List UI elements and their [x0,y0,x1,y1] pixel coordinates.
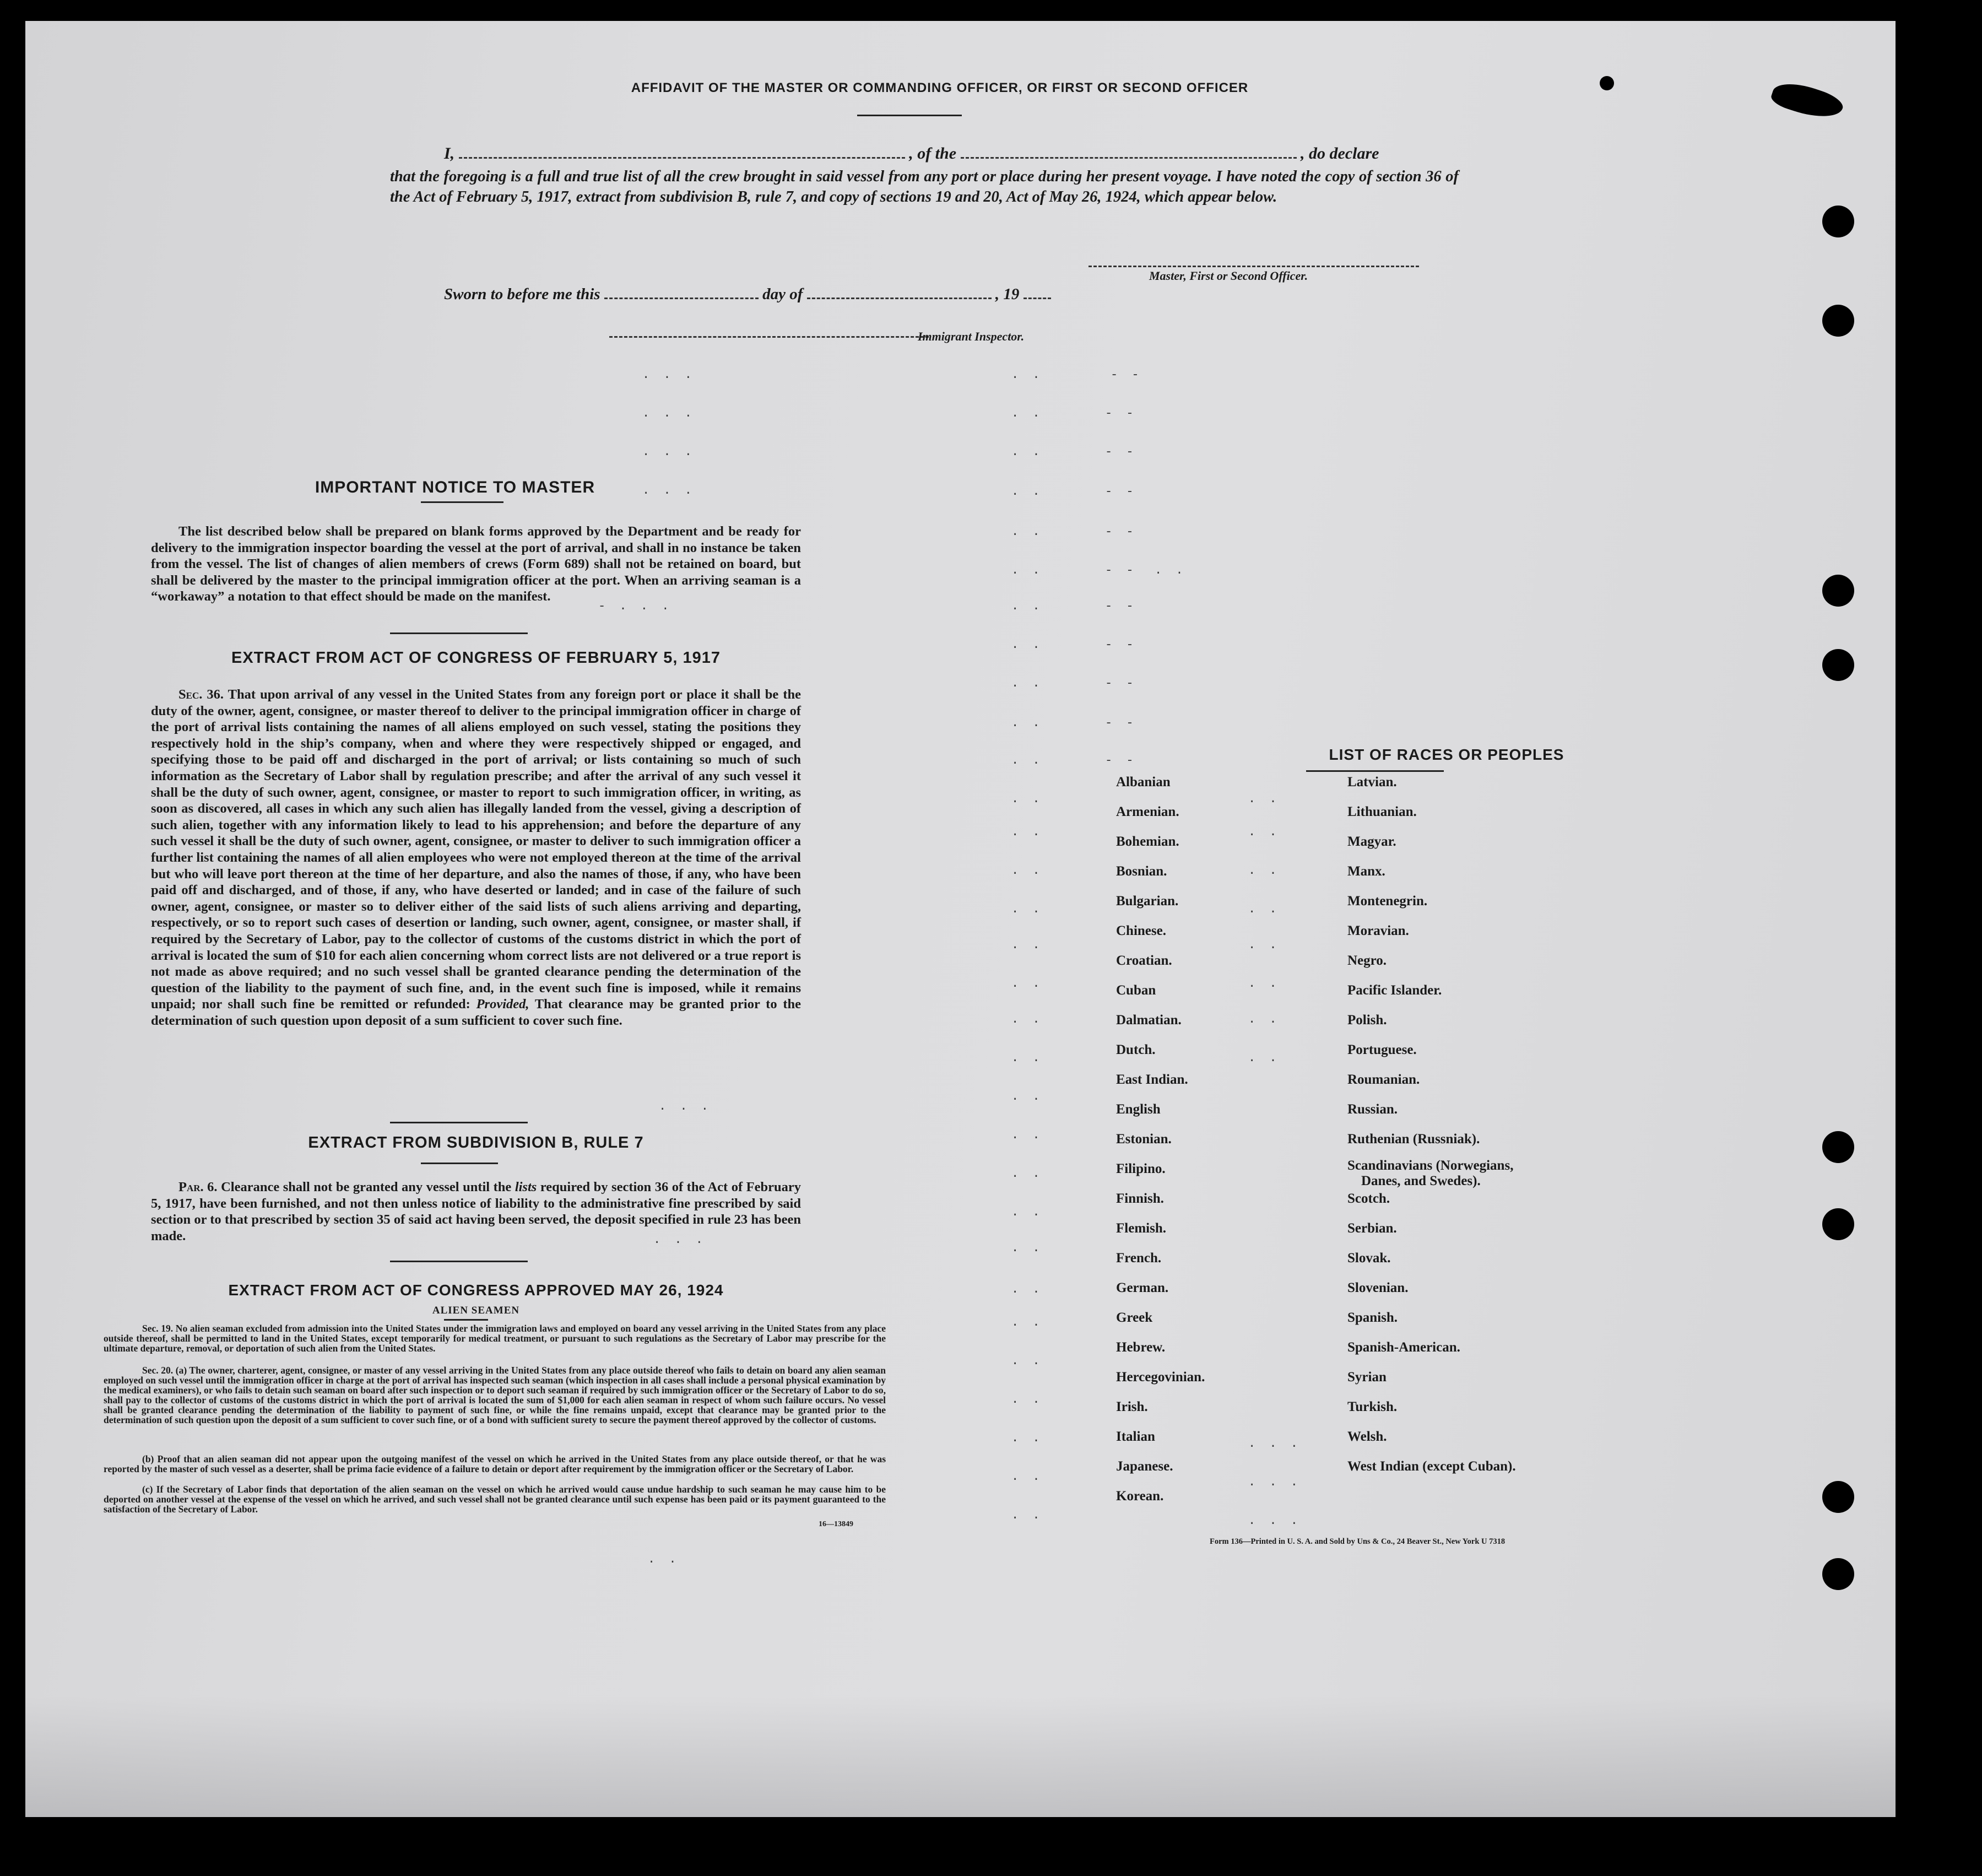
scan-mark: . . [1011,1431,1043,1445]
par-6-label: Par. 6. [178,1180,218,1194]
scan-mark: . . [1011,1283,1043,1296]
race-left-item: Estonian. [1116,1132,1172,1147]
i-label: I, [444,144,455,163]
scan-mark: - - [1105,407,1137,420]
scan-mark: . . [1248,902,1280,916]
race-right-item: Latvian. [1347,775,1397,790]
scan-mark: . . [1248,864,1280,878]
race-left-item: Cuban [1116,983,1156,998]
scan-mark: . . [1011,864,1043,878]
scan-mark: . . [1011,1013,1043,1026]
race-left-item: Irish. [1116,1399,1148,1414]
scan-mark: . . [1011,716,1043,730]
race-right-item: Danes, and Swedes). [1361,1174,1481,1188]
master-caption: Master, First or Second Officer. [1149,269,1308,283]
scan-mark: . . [1011,1128,1043,1142]
race-right-item: West Indian (except Cuban). [1347,1459,1516,1474]
race-right-item: Polish. [1347,1013,1387,1028]
race-right-item: Serbian. [1347,1221,1397,1236]
sworn-year-blank [1024,288,1051,299]
scan-mark: . . [1011,445,1043,459]
form-code: 16—13849 [819,1520,853,1528]
race-left-item: Filipino. [1116,1161,1166,1176]
scan-mark: . . [1011,1205,1043,1219]
scan-mark: - . . . [598,599,673,613]
sec-36-label: Sec. 36. [178,687,224,702]
sworn-prefix: Sworn to before me this [444,285,600,303]
sec-20b-text: (b) Proof that an alien seaman did not appear upon the outgoing manifest of the vessel on which he arrived in the United States from any place outside thereof, or that he was reported by the master of such vessel as a deserter, shall be prima facie evidence of a failure to detain or deport after requirement by the immigration officer or the Secretary of Labor. [104,1453,886,1475]
scan-mark: . . [1011,938,1043,952]
divider [444,1319,488,1321]
scan-mark: . . [1248,1051,1280,1065]
scan-mark: . . [1011,1167,1043,1181]
day-of-label: day of [762,285,803,303]
par-6-text-a: Clearance shall not be granted any vessel until the [221,1180,512,1194]
year-prefix: , 19 [995,285,1020,303]
divider [421,1163,498,1164]
printer-footer: Form 136—Printed in U. S. A. and Sold by Uns & Co., 24 Beaver St., New York U 7318 [1210,1537,1506,1546]
scan-mark: . . [1011,564,1043,577]
scan-mark: . . [1248,1013,1280,1026]
race-right-item: Magyar. [1347,834,1396,849]
sec-36-text-end: That clearance may be granted prior to the determination of such question upon deposit of a sum sufficient to cover such fine. [151,997,801,1028]
race-right-item: Slovak. [1347,1251,1391,1266]
race-left-item: Chinese. [1116,923,1166,938]
race-right-item: Scotch. [1347,1191,1390,1206]
inspector-caption: Immigrant Inspector. [918,329,1025,343]
scan-mark: . . . [642,407,696,420]
scan-mark: . . [1011,525,1043,539]
sworn-line [444,285,1051,304]
race-left-item: East Indian. [1116,1072,1188,1087]
race-left-item: Finnish. [1116,1191,1164,1206]
race-right-item: Welsh. [1347,1429,1387,1444]
scan-mark: . . [1011,677,1043,690]
sec-19-text: Sec. 19. No alien seaman excluded from admission into the United States under the immigration laws and employed on board any vessel arriving in the United States from any place outside thereof, shall be permitted to land in the United States, except temporarily for medical treatment, or pursuant to such regulations as the Secretary of Labor may prescribe for the ultimate departure, removal, or deportation of such alien from the United States. [104,1323,886,1354]
race-right-item: Portuguese. [1347,1042,1417,1057]
scan-mark: . . [1011,638,1043,652]
punch-hole [1822,1208,1854,1240]
scan-mark: . . [1011,1241,1043,1255]
scan-mark: . . [1011,1509,1043,1522]
race-right-item: Slovenian. [1347,1280,1409,1295]
name-blank [459,147,905,159]
scan-mark: . . [1011,1051,1043,1065]
torn-corner-mark [1769,77,1845,125]
par-6-text-b: required by section 36 of the Act of February 5, 1917, have been furnished, and not then unless notice of liability to the administrative fine prescribed by said section or to that prescribed by section 35 of said act having been served, the deposit specified in rule 23 has been made. [151,1180,802,1244]
scan-mark: - - [1105,564,1137,577]
scan-mark: . . [1011,1090,1043,1104]
scan-mark: - - [1105,754,1137,767]
scan-mark: . . . [1248,1475,1302,1489]
scan-mark: . . [1011,754,1043,767]
race-right-item: Russian. [1347,1102,1398,1117]
scan-mark: . . [1011,1316,1043,1329]
ink-spot [1600,76,1614,90]
race-right-item: Spanish-American. [1347,1340,1460,1355]
race-left-item: English [1116,1102,1161,1117]
of-the-label: , of the [909,144,957,163]
inspector-signature-line [609,336,929,338]
race-right-item: Montenegrin. [1347,894,1428,909]
races-title: LIST OF RACES OR PEOPLES [1329,746,1564,763]
punch-hole [1822,1481,1854,1513]
scan-mark: . . . [642,484,696,498]
scan-mark: . . [1248,938,1280,952]
race-right-item: Spanish. [1347,1310,1398,1325]
divider [421,501,503,503]
provided-word: Provided, [476,997,529,1012]
scan-mark: - - [1105,599,1137,613]
race-left-item: Armenian. [1116,804,1179,819]
affidavit-paragraph: that the foregoing is a full and true list of all the crew brought in said vessel from any port or place during her present voyage. I have noted the copy of section 36 of the Act of February 5, 1917, extract from subdivision B, rule 7, and copy of sections 19 and 20, Act of May 26, 1924, which appear below. [390,168,1459,206]
extract-1924-subtitle: ALIEN SEAMEN [432,1305,520,1316]
vessel-blank [961,147,1297,159]
scan-mark: . . [1011,1354,1043,1368]
race-left-item: Greek [1116,1310,1153,1325]
lists-word: lists [515,1180,537,1194]
scan-mark: . . [1248,977,1280,991]
race-left-item: Italian [1116,1429,1155,1444]
scan-mark: . . . [1248,1437,1302,1451]
race-right-item: Pacific Islander. [1347,983,1442,998]
scan-mark: - - [1105,445,1137,459]
race-left-item: Hebrew. [1116,1340,1166,1355]
scan-mark: - - [1105,716,1137,730]
race-left-item: Bosnian. [1116,864,1167,879]
divider [857,115,962,116]
scan-mark: . . [1011,599,1043,613]
affidavit-title: AFFIDAVIT OF THE MASTER OR COMMANDING OFFICER, OR FIRST OR SECOND OFFICER [631,80,1249,95]
race-left-item: German. [1116,1280,1169,1295]
sworn-day-blank [604,288,759,299]
race-left-item: Bohemian. [1116,834,1179,849]
affidavit-declaration-line [444,144,1458,163]
race-right-item: Ruthenian (Russniak). [1347,1132,1480,1147]
scan-mark: . . [648,1553,680,1566]
punch-hole [1822,305,1854,337]
race-right-item: Negro. [1347,953,1387,968]
scan-mark: . . [1011,825,1043,839]
race-left-item: Croatian. [1116,953,1172,968]
document-page [25,21,1896,1817]
punch-hole [1822,206,1854,237]
master-signature-line [1089,266,1419,267]
scan-mark: . . [1011,1470,1043,1484]
notice-title: IMPORTANT NOTICE TO MASTER [315,478,595,496]
race-right-item: Roumanian. [1347,1072,1420,1087]
extract-1924-title: EXTRACT FROM ACT OF CONGRESS APPROVED MAY 26, 1924 [228,1282,724,1299]
punch-hole [1822,1131,1854,1163]
divider [1306,770,1444,772]
scan-mark: - - [1111,368,1142,382]
race-left-item: Bulgarian. [1116,894,1179,909]
race-left-item: Flemish. [1116,1221,1166,1236]
sec-36-text: That upon arrival of any vessel in the United States from any foreign port or place it shall be the duty of the owner, agent, consignee, or master thereof to deliver to the principal immigration officer in charge of the port of arrival lists containing the names of all aliens employed on such vessel, stating the positions they respectively hold in the ship’s company, when and where they were respectively shipped or engaged, and specifying those to be paid off and discharged in the port of arrival; or lists containing so much of such information as the Secretary of Labor shall by regulation prescribe; and after the arrival of any such vessel it shall be the duty of such owner, agent, consignee, or master to report to such immigration officer, in writing, as soon as discovered, all cases in which any such alien has illegally landed from the vessel, giving a description of such alien, together with any information likely to lead to his apprehension; and before the departure of any such vessel it shall be the duty of such owner, agent, consignee, or master to deliver to such immigration officer a further list containing the names of all alien employees who were not employed thereon at the time of the arrival but who will leave port thereon at the time of her departure, and also the names of those, if any, who have been paid off and discharged, and of those, if any, who have deserted or landed; and in case of the failure of such owner, agent, consignee, or master so to deliver either of the said lists of such aliens arriving and departing, respectively, or so to report such cases of desertion or landing, such owner, agent, consignee, or master shall, if required by the Secretary of Labor, pay to the collector of customs of the customs district in which the port of arrival is located the sum of $10 for each alien concerning whom correct lists are not delivered or a true report is not made as above required; and no such vessel shall be granted clearance pending the determination of the question of the liability to the payment of such fine, and, in the event such fine is imposed, while it remains unpaid; nor shall such fine be remitted or refunded: [151,687,801,1012]
punch-hole [1822,575,1854,607]
race-right-item: Lithuanian. [1347,804,1417,819]
punch-hole [1822,649,1854,681]
race-right-item: Scandinavians (Norwegians, [1347,1158,1514,1173]
do-declare-label: , do declare [1301,144,1379,163]
divider [390,1261,528,1262]
extract-1917-title: EXTRACT FROM ACT OF CONGRESS OF FEBRUARY 5, 1917 [231,649,721,667]
race-left-item: Dalmatian. [1116,1013,1182,1028]
race-right-item: Moravian. [1347,923,1409,938]
sworn-month-blank [807,288,992,299]
punch-hole [1822,1558,1854,1590]
race-left-item: Hercegovinian. [1116,1370,1205,1385]
scan-mark: . . . [642,368,696,382]
scan-mark: . . [1011,977,1043,991]
scan-mark: . . [1011,485,1043,499]
scan-mark: - - [1105,485,1137,499]
scan-mark: . . [1011,368,1043,382]
notice-text: The list described below shall be prepared on blank forms approved by the Department and be ready for delivery to the immigration inspector boarding the vessel at the port of arrival, and shall in no instance be taken from the vessel. The list of changes of alien members of crews (Form 689) shall not be retained on board, but shall be delivered by the master to the principal immigration officer at the port. When an arriving seaman is a “workaway” a notation to that effect should be made on the manifest. [151,524,801,604]
divider [390,1122,528,1123]
scan-mark: . . . [659,1100,712,1113]
scan-mark: . . [1248,825,1280,839]
race-right-item: Turkish. [1347,1399,1398,1414]
race-left-item: Dutch. [1116,1042,1156,1057]
scan-mark: - - [1105,677,1137,690]
scan-mark: - - [1105,525,1137,539]
scan-mark: . . . [1248,1514,1302,1528]
scan-mark: . . . [653,1233,707,1247]
race-left-item: Japanese. [1116,1459,1173,1474]
sec-20c-text: (c) If the Secretary of Labor finds that deportation of the alien seaman on the vessel on which he arrived would cause undue hardship to such seaman he may cause him to be deported on another vessel at the expense of the vessel on which he arrived, and such vessel shall not be granted clearance until such expense has been paid or its payment guaranteed to the satisfaction of the Secretary of Labor. [104,1484,886,1515]
scan-mark: . . [1011,792,1043,806]
scan-mark: . . [1011,1393,1043,1407]
scan-mark: . . . [642,445,696,459]
race-left-item: French. [1116,1251,1162,1266]
scan-mark: . . [1011,902,1043,916]
scan-mark: - - [1105,638,1137,652]
divider [390,632,528,634]
scan-mark: . . [1011,407,1043,420]
race-right-item: Syrian [1347,1370,1387,1385]
race-left-item: Korean. [1116,1489,1164,1504]
scan-mark: . . [1155,564,1187,577]
race-left-item: Albanian [1116,775,1171,790]
race-right-item: Manx. [1347,864,1385,879]
extract-rule7-title: EXTRACT FROM SUBDIVISION B, RULE 7 [308,1134,644,1151]
extract-1917-text [151,686,801,1029]
sec-20a-text: Sec. 20. (a) The owner, charterer, agent, consignee, or master of any vessel arriving in the United States from any place outside thereof who fails to detain on board any alien seaman employed on such vessel until the immigration officer in charge at the port of arrival has inspected such seaman (which inspection in all cases shall include a personal physical examination by the medical examiners), or who fails to detain such seaman on board after such inspection or to deport such seaman if required by such immigration officer or the Secretary of Labor to do so, shall pay to the collector of customs of the customs district in which the port of arrival is located the sum of $1,000 for each alien seaman in respect of whom such failure occurs. No vessel shall be granted clearance pending the determination of the liability to payment of such fine, or while the fine remains unpaid, except that clearance may be granted prior to the determination of such question upon the deposit of a sum sufficient to cover such fine, or of a bond with sufficient surety to secure the payment thereof approved by the collector of customs. [104,1365,886,1426]
scan-mark: . . [1248,792,1280,806]
